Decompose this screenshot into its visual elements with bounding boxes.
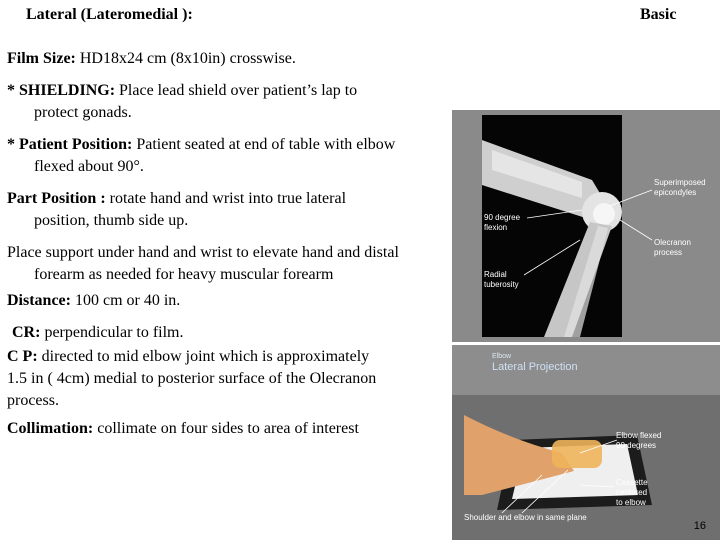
- cr-value: perpendicular to film.: [40, 324, 184, 341]
- shielding-text: Place lead shield over patient’s lap to: [115, 82, 358, 99]
- part-position-text-2: position, thumb side up.: [34, 212, 189, 229]
- cp-paragraph: [7, 346, 376, 412]
- superimposed-text: Superimposed: [654, 178, 706, 187]
- distance-value: 100 cm or 40 in.: [70, 292, 181, 309]
- olecranon-text: Olecranon: [654, 238, 691, 247]
- photo-subtitle: Elbow: [492, 353, 512, 360]
- olecranon-label: [654, 238, 691, 258]
- flexion-text-2: flexion: [484, 223, 508, 232]
- distance-label: Distance:: [7, 292, 71, 309]
- slide-tag: Basic: [640, 6, 677, 23]
- patient-position-text-2: flexed about 90°.: [34, 158, 144, 175]
- slide-title: Lateral (Lateromedial ):: [26, 6, 193, 23]
- flexed-text: Elbow flexed: [616, 431, 662, 440]
- radial-label: [484, 270, 519, 290]
- elbow-flexed-label: [616, 431, 661, 451]
- patient-position-label: * Patient Position:: [7, 136, 133, 153]
- patient-position-text: Patient seated at end of table with elbow: [132, 136, 396, 153]
- flexion-text: 90 degree: [484, 213, 521, 222]
- cp-value: directed to mid elbow joint which is approximately: [37, 348, 370, 365]
- collimation-paragraph: [7, 418, 359, 440]
- photo-graphic: [452, 345, 720, 540]
- collimation-value: collimate on four sides to area of interest: [93, 420, 359, 437]
- distance-paragraph: [7, 290, 180, 312]
- cr-label: CR:: [12, 324, 41, 341]
- part-position-paragraph: [7, 188, 346, 232]
- shielding-label: * SHIELDING:: [7, 82, 116, 99]
- support-text: Place support under hand and wrist to elevate hand and distal: [7, 244, 399, 261]
- page-number: 16: [693, 520, 706, 532]
- cassette-label: [616, 478, 648, 508]
- cp-label: C P:: [7, 348, 38, 365]
- flexion-label: [484, 213, 520, 233]
- olecranon-text-2: process: [654, 248, 683, 257]
- radial-text: Radial: [484, 270, 507, 279]
- cassette-text-2: centered: [616, 488, 648, 497]
- cassette-text-3: to elbow: [616, 498, 646, 507]
- collimation-label: Collimation:: [7, 420, 94, 437]
- photo-title: Lateral Projection: [492, 361, 578, 373]
- part-position-text: rotate hand and wrist into true lateral: [105, 190, 347, 207]
- part-position-label: Part Position :: [7, 190, 106, 207]
- support-text-2: forearm as needed for heavy muscular forearm: [34, 266, 334, 283]
- support-paragraph: [7, 242, 399, 286]
- patient-position-paragraph: [7, 134, 395, 178]
- cr-paragraph: [12, 322, 184, 344]
- elbow-xray-image: [452, 110, 720, 342]
- cassette-text: Cassette: [616, 478, 648, 487]
- shielding-paragraph: [7, 80, 357, 124]
- positioning-photo: [452, 345, 720, 540]
- radial-text-2: tuberosity: [484, 280, 519, 289]
- same-plane-label: Shoulder and elbow in same plane: [464, 513, 587, 522]
- film-size-value: HD18x24 cm (8x10in) crosswise.: [75, 50, 296, 67]
- flexed-text-2: 90 degrees: [616, 441, 657, 450]
- superimposed-label: [654, 178, 706, 198]
- cp-text-2: 1.5 in ( 4cm) medial to posterior surface of the Olecranon: [7, 370, 377, 387]
- film-size-label: Film Size:: [7, 50, 76, 67]
- film-size-paragraph: [7, 48, 296, 70]
- epicondyles-text: epicondyles: [654, 188, 697, 197]
- shielding-text-2: protect gonads.: [34, 104, 132, 121]
- cp-text-3: process.: [7, 392, 59, 409]
